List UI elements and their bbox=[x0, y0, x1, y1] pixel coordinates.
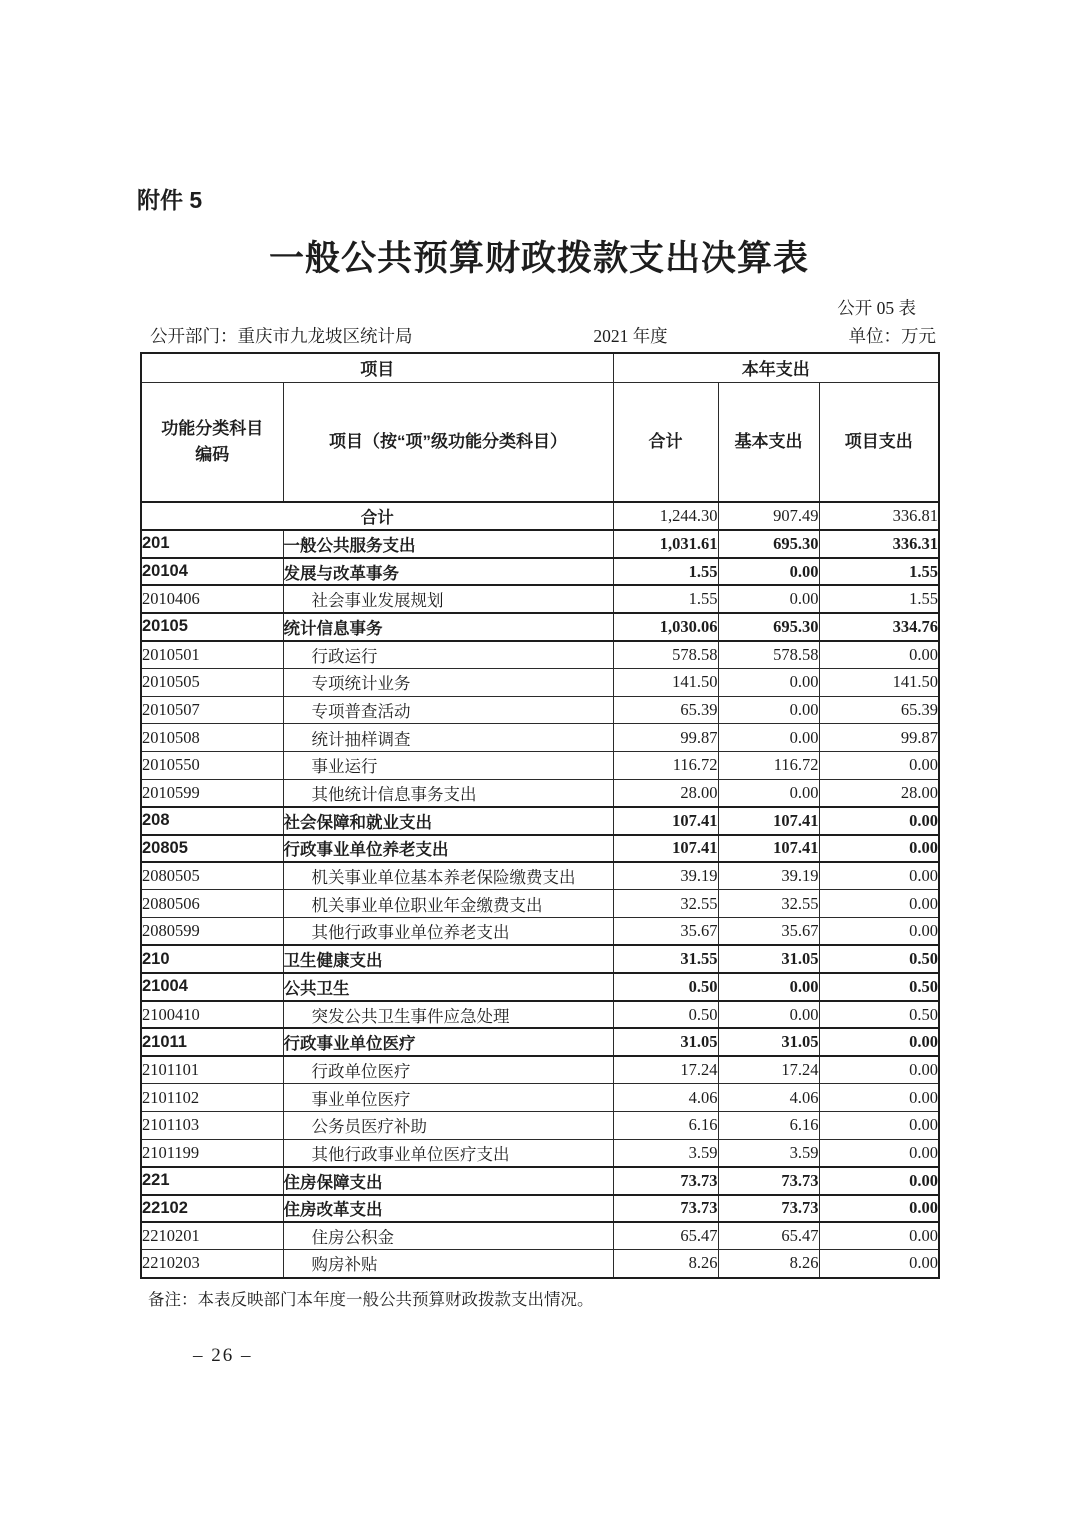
year-label: 2021 年度 bbox=[593, 326, 668, 346]
row-project: 0.00 bbox=[819, 862, 939, 890]
row-project: 0.50 bbox=[819, 945, 939, 973]
table-row bbox=[141, 1250, 939, 1278]
row-basic: 6.16 bbox=[718, 1111, 819, 1139]
header-col-project: 项目支出 bbox=[819, 382, 939, 502]
total-row bbox=[141, 502, 939, 530]
row-basic: 0.00 bbox=[718, 558, 819, 586]
row-project: 141.50 bbox=[819, 668, 939, 696]
table-row bbox=[141, 862, 939, 890]
page-content bbox=[137, 182, 939, 1310]
row-name: 专项统计业务 bbox=[283, 668, 613, 696]
row-total: 107.41 bbox=[613, 807, 718, 835]
row-basic: 0.00 bbox=[718, 585, 819, 613]
row-code: 2100410 bbox=[141, 1001, 283, 1029]
table-row bbox=[141, 752, 939, 780]
table-row bbox=[141, 558, 939, 586]
row-basic: 3.59 bbox=[718, 1139, 819, 1167]
row-code: 21011 bbox=[141, 1028, 283, 1056]
row-project: 0.00 bbox=[819, 835, 939, 863]
row-name: 统计信息事务 bbox=[283, 613, 613, 641]
row-total: 73.73 bbox=[613, 1167, 718, 1195]
row-project: 0.00 bbox=[819, 1084, 939, 1112]
row-name: 机关事业单位职业年金缴费支出 bbox=[283, 890, 613, 918]
row-code: 2101101 bbox=[141, 1056, 283, 1084]
unit-label: 单位：万元 bbox=[848, 326, 936, 346]
row-code: 2101199 bbox=[141, 1139, 283, 1167]
row-name: 公务员医疗补助 bbox=[283, 1111, 613, 1139]
row-name: 行政事业单位养老支出 bbox=[283, 835, 613, 863]
row-name: 住房改革支出 bbox=[283, 1195, 613, 1223]
row-total: 107.41 bbox=[613, 835, 718, 863]
page-number: – 26 – bbox=[193, 1345, 253, 1366]
table-row bbox=[141, 1195, 939, 1223]
row-basic: 73.73 bbox=[718, 1195, 819, 1223]
row-project: 0.00 bbox=[819, 1056, 939, 1084]
row-total: 4.06 bbox=[613, 1084, 718, 1112]
total-row-basic: 907.49 bbox=[718, 502, 819, 530]
row-name: 行政运行 bbox=[283, 641, 613, 669]
table-row bbox=[141, 835, 939, 863]
row-basic: 31.05 bbox=[718, 945, 819, 973]
row-name: 公共卫生 bbox=[283, 973, 613, 1001]
row-project: 65.39 bbox=[819, 696, 939, 724]
row-code: 2101102 bbox=[141, 1084, 283, 1112]
row-code: 20805 bbox=[141, 835, 283, 863]
table-row bbox=[141, 1084, 939, 1112]
row-code: 2010501 bbox=[141, 641, 283, 669]
row-basic: 4.06 bbox=[718, 1084, 819, 1112]
row-total: 8.26 bbox=[613, 1250, 718, 1278]
row-code: 208 bbox=[141, 807, 283, 835]
row-name: 卫生健康支出 bbox=[283, 945, 613, 973]
row-basic: 35.67 bbox=[718, 918, 819, 946]
row-total: 578.58 bbox=[613, 641, 718, 669]
table-row bbox=[141, 585, 939, 613]
table-row bbox=[141, 1001, 939, 1029]
row-basic: 73.73 bbox=[718, 1167, 819, 1195]
header-group-current-year: 本年支出 bbox=[613, 353, 939, 382]
row-basic: 0.00 bbox=[718, 1001, 819, 1029]
row-name: 其他行政事业单位医疗支出 bbox=[283, 1139, 613, 1167]
row-code: 2210203 bbox=[141, 1250, 283, 1278]
row-code: 2010508 bbox=[141, 724, 283, 752]
table-row bbox=[141, 641, 939, 669]
table-row bbox=[141, 696, 939, 724]
row-name: 一般公共服务支出 bbox=[283, 530, 613, 558]
row-basic: 695.30 bbox=[718, 530, 819, 558]
row-name: 统计抽样调查 bbox=[283, 724, 613, 752]
row-basic: 0.00 bbox=[718, 696, 819, 724]
header-col-basic: 基本支出 bbox=[718, 382, 819, 502]
row-total: 17.24 bbox=[613, 1056, 718, 1084]
row-total: 3.59 bbox=[613, 1139, 718, 1167]
row-basic: 17.24 bbox=[718, 1056, 819, 1084]
row-name: 购房补贴 bbox=[283, 1250, 613, 1278]
table-row bbox=[141, 668, 939, 696]
row-total: 65.47 bbox=[613, 1222, 718, 1250]
row-total: 0.50 bbox=[613, 1001, 718, 1029]
row-basic: 8.26 bbox=[718, 1250, 819, 1278]
row-code: 2010599 bbox=[141, 779, 283, 807]
attachment-label: 附件 5 bbox=[137, 187, 203, 213]
row-total: 99.87 bbox=[613, 724, 718, 752]
row-name: 突发公共卫生事件应急处理 bbox=[283, 1001, 613, 1029]
row-project: 336.31 bbox=[819, 530, 939, 558]
row-code: 221 bbox=[141, 1167, 283, 1195]
row-total: 32.55 bbox=[613, 890, 718, 918]
row-code: 2210201 bbox=[141, 1222, 283, 1250]
row-code: 2080599 bbox=[141, 918, 283, 946]
table-header-columns-row bbox=[141, 382, 939, 502]
row-name: 社会保障和就业支出 bbox=[283, 807, 613, 835]
row-basic: 0.00 bbox=[718, 973, 819, 1001]
table-header-group-row bbox=[141, 353, 939, 382]
row-project: 1.55 bbox=[819, 585, 939, 613]
row-name: 发展与改革事务 bbox=[283, 558, 613, 586]
row-code: 2010505 bbox=[141, 668, 283, 696]
table-row bbox=[141, 1056, 939, 1084]
row-total: 39.19 bbox=[613, 862, 718, 890]
row-basic: 0.00 bbox=[718, 724, 819, 752]
row-name: 专项普查活动 bbox=[283, 696, 613, 724]
row-basic: 107.41 bbox=[718, 835, 819, 863]
total-row-total: 1,244.30 bbox=[613, 502, 718, 530]
row-name: 其他统计信息事务支出 bbox=[283, 779, 613, 807]
row-code: 22102 bbox=[141, 1195, 283, 1223]
row-code: 2010406 bbox=[141, 585, 283, 613]
row-project: 0.00 bbox=[819, 1028, 939, 1056]
header-col-code: 功能分类科目 编码 bbox=[141, 382, 283, 502]
table-row bbox=[141, 724, 939, 752]
row-basic: 32.55 bbox=[718, 890, 819, 918]
header-group-item: 项目 bbox=[141, 353, 613, 382]
table-row bbox=[141, 530, 939, 558]
row-project: 0.00 bbox=[819, 1139, 939, 1167]
table-body bbox=[141, 502, 939, 1278]
row-project: 0.00 bbox=[819, 1250, 939, 1278]
row-name: 行政单位医疗 bbox=[283, 1056, 613, 1084]
row-basic: 0.00 bbox=[718, 668, 819, 696]
table-row bbox=[141, 973, 939, 1001]
row-basic: 31.05 bbox=[718, 1028, 819, 1056]
row-code: 2080506 bbox=[141, 890, 283, 918]
row-code: 20104 bbox=[141, 558, 283, 586]
table-row bbox=[141, 613, 939, 641]
department-label: 公开部门：重庆市九龙坡区统计局 bbox=[150, 326, 413, 346]
row-total: 73.73 bbox=[613, 1195, 718, 1223]
row-code: 2101103 bbox=[141, 1111, 283, 1139]
budget-table bbox=[140, 352, 940, 1279]
total-row-label: 合计 bbox=[141, 502, 613, 530]
row-code: 20105 bbox=[141, 613, 283, 641]
row-project: 1.55 bbox=[819, 558, 939, 586]
table-row bbox=[141, 807, 939, 835]
row-name: 社会事业发展规划 bbox=[283, 585, 613, 613]
row-basic: 65.47 bbox=[718, 1222, 819, 1250]
row-total: 116.72 bbox=[613, 752, 718, 780]
meta-row bbox=[140, 323, 938, 348]
row-total: 31.05 bbox=[613, 1028, 718, 1056]
table-row bbox=[141, 945, 939, 973]
row-total: 0.50 bbox=[613, 973, 718, 1001]
row-total: 1.55 bbox=[613, 558, 718, 586]
table-row bbox=[141, 1139, 939, 1167]
row-name: 机关事业单位基本养老保险缴费支出 bbox=[283, 862, 613, 890]
table-row bbox=[141, 779, 939, 807]
row-project: 0.00 bbox=[819, 1222, 939, 1250]
row-code: 210 bbox=[141, 945, 283, 973]
page-title: 一般公共预算财政拨款支出决算表 bbox=[268, 239, 809, 278]
table-row bbox=[141, 890, 939, 918]
row-project: 0.50 bbox=[819, 973, 939, 1001]
row-basic: 116.72 bbox=[718, 752, 819, 780]
table-row bbox=[141, 1222, 939, 1250]
row-name: 事业单位医疗 bbox=[283, 1084, 613, 1112]
row-total: 141.50 bbox=[613, 668, 718, 696]
row-basic: 695.30 bbox=[718, 613, 819, 641]
row-project: 0.00 bbox=[819, 752, 939, 780]
row-project: 28.00 bbox=[819, 779, 939, 807]
row-project: 334.76 bbox=[819, 613, 939, 641]
row-basic: 578.58 bbox=[718, 641, 819, 669]
footnote: 备注：本表反映部门本年度一般公共预算财政拨款支出情况。 bbox=[148, 1289, 594, 1309]
header-col-total: 合计 bbox=[613, 382, 718, 502]
row-project: 0.00 bbox=[819, 641, 939, 669]
table-row bbox=[141, 1167, 939, 1195]
row-total: 65.39 bbox=[613, 696, 718, 724]
row-code: 2010550 bbox=[141, 752, 283, 780]
row-basic: 0.00 bbox=[718, 779, 819, 807]
row-total: 1,031.61 bbox=[613, 530, 718, 558]
row-total: 31.55 bbox=[613, 945, 718, 973]
row-project: 0.00 bbox=[819, 890, 939, 918]
row-project: 0.00 bbox=[819, 918, 939, 946]
header-col-item: 项目（按“项”级功能分类科目） bbox=[283, 382, 613, 502]
row-name: 住房保障支出 bbox=[283, 1167, 613, 1195]
row-project: 0.50 bbox=[819, 1001, 939, 1029]
row-code: 2010507 bbox=[141, 696, 283, 724]
table-row bbox=[141, 1111, 939, 1139]
row-project: 0.00 bbox=[819, 1111, 939, 1139]
row-project: 0.00 bbox=[819, 1195, 939, 1223]
table-code-label: 公开 05 表 bbox=[837, 298, 916, 318]
row-total: 35.67 bbox=[613, 918, 718, 946]
row-name: 其他行政事业单位养老支出 bbox=[283, 918, 613, 946]
row-project: 0.00 bbox=[819, 807, 939, 835]
total-row-project: 336.81 bbox=[819, 502, 939, 530]
row-basic: 107.41 bbox=[718, 807, 819, 835]
row-total: 28.00 bbox=[613, 779, 718, 807]
row-code: 2080505 bbox=[141, 862, 283, 890]
row-basic: 39.19 bbox=[718, 862, 819, 890]
table-row bbox=[141, 1028, 939, 1056]
row-total: 1.55 bbox=[613, 585, 718, 613]
row-project: 0.00 bbox=[819, 1167, 939, 1195]
row-name: 住房公积金 bbox=[283, 1222, 613, 1250]
row-project: 99.87 bbox=[819, 724, 939, 752]
table-row bbox=[141, 918, 939, 946]
row-code: 21004 bbox=[141, 973, 283, 1001]
row-name: 行政事业单位医疗 bbox=[283, 1028, 613, 1056]
row-total: 6.16 bbox=[613, 1111, 718, 1139]
row-name: 事业运行 bbox=[283, 752, 613, 780]
row-code: 201 bbox=[141, 530, 283, 558]
row-total: 1,030.06 bbox=[613, 613, 718, 641]
